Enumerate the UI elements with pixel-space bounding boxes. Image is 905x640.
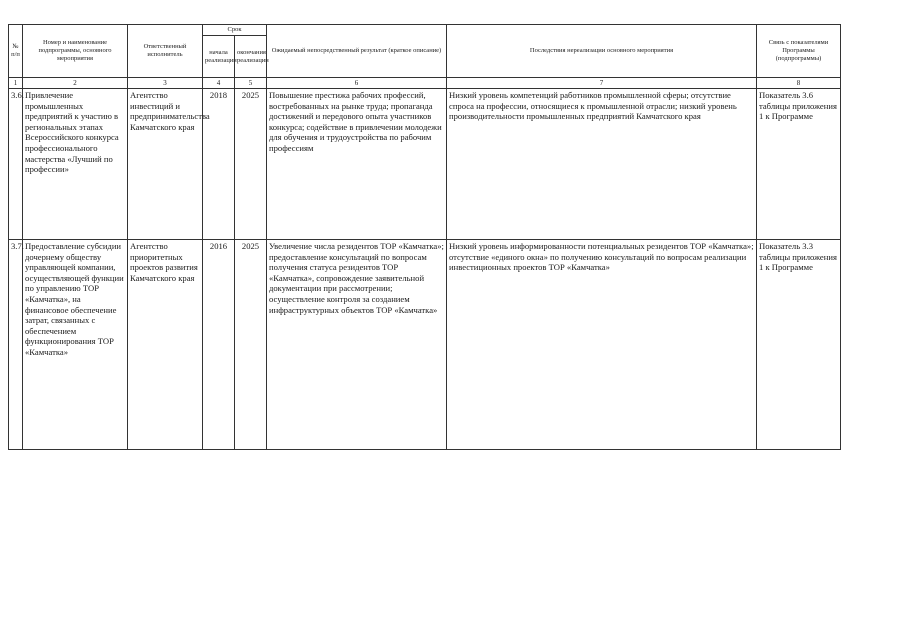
start-year: 2018 xyxy=(203,89,235,240)
indicator-link: Показатель 3.6 таблицы приложения 1 к Программе xyxy=(757,89,841,240)
header-result: Ожидаемый непосредственный результат (краткое описание) xyxy=(267,25,447,78)
header-srok: Срок xyxy=(203,25,267,36)
column-number: 3 xyxy=(128,78,203,89)
executor: Агентство приоритетных проектов развития Камчатского края xyxy=(128,240,203,450)
table-row xyxy=(9,89,841,240)
header-num: № п/п xyxy=(9,25,23,78)
expected-result: Увеличение числа резидентов ТОР «Камчатка»; предоставление консультаций по вопросам получения статуса резидентов ТОР «Камчатка», сопровождение заявительной документации при рассмотрении; осуществление контроля за созданием инфраструктурных объектов ТОР «Камчатка» xyxy=(267,240,447,450)
end-year: 2025 xyxy=(235,89,267,240)
row-number: 3.7. xyxy=(9,240,23,450)
column-number: 2 xyxy=(23,78,128,89)
end-year: 2025 xyxy=(235,240,267,450)
program-table xyxy=(8,24,841,450)
measure-name: Предоставление субсидии дочернему обществу управляющей компании, осуществляющей функции по управлению ТОР «Камчатка», на финансовое обеспечение затрат, связанных с обеспечением функционирования ТОР «Камчатка» xyxy=(23,240,128,450)
consequences: Низкий уровень компетенций работников промышленной сферы; отсутствие спроса на профессии, относящиеся к промышленной отрасли; низкий уровень производительности промышленных предприятий Камчатского края xyxy=(447,89,757,240)
column-number: 6 xyxy=(267,78,447,89)
header-row-top xyxy=(9,25,841,36)
column-number: 1 xyxy=(9,78,23,89)
measure-name: Привлечение промышленных предприятий к участию в региональных этапах Всероссийского конкурса профессионального мастерства «Лучший по профессии» xyxy=(23,89,128,240)
consequences: Низкий уровень информированности потенциальных резидентов ТОР «Камчатка»; отсутствие «единого окна» по получению консультаций по вопросам реализации инвестиционных проектов ТОР «Камчатка» xyxy=(447,240,757,450)
header-link: Связь с показателями Программы (подпрограммы) xyxy=(757,25,841,78)
table-row xyxy=(9,240,841,450)
header-executor: Ответственный исполнитель xyxy=(128,25,203,78)
column-number: 8 xyxy=(757,78,841,89)
indicator-link: Показатель 3.3 таблицы приложения 1 к Программе xyxy=(757,240,841,450)
executor: Агентство инвестиций и предпринимательства Камчатского края xyxy=(128,89,203,240)
header-name: Номер и наименование подпрограммы, основного мероприятия xyxy=(23,25,128,78)
header-start: начала реализации xyxy=(203,36,235,78)
column-number: 7 xyxy=(447,78,757,89)
expected-result: Повышение престижа рабочих профессий, востребованных на рынке труда; пропаганда достижений и передового опыта участников конкурса; содействие в привлечении молодежи для обучения и трудоустройства по рабочим профессиям xyxy=(267,89,447,240)
header-consequences: Последствия нереализации основного мероприятия xyxy=(447,25,757,78)
column-number: 5 xyxy=(235,78,267,89)
column-number-row xyxy=(9,78,841,89)
column-number: 4 xyxy=(203,78,235,89)
header-end: окончания реализации xyxy=(235,36,267,78)
start-year: 2016 xyxy=(203,240,235,450)
row-number: 3.6. xyxy=(9,89,23,240)
